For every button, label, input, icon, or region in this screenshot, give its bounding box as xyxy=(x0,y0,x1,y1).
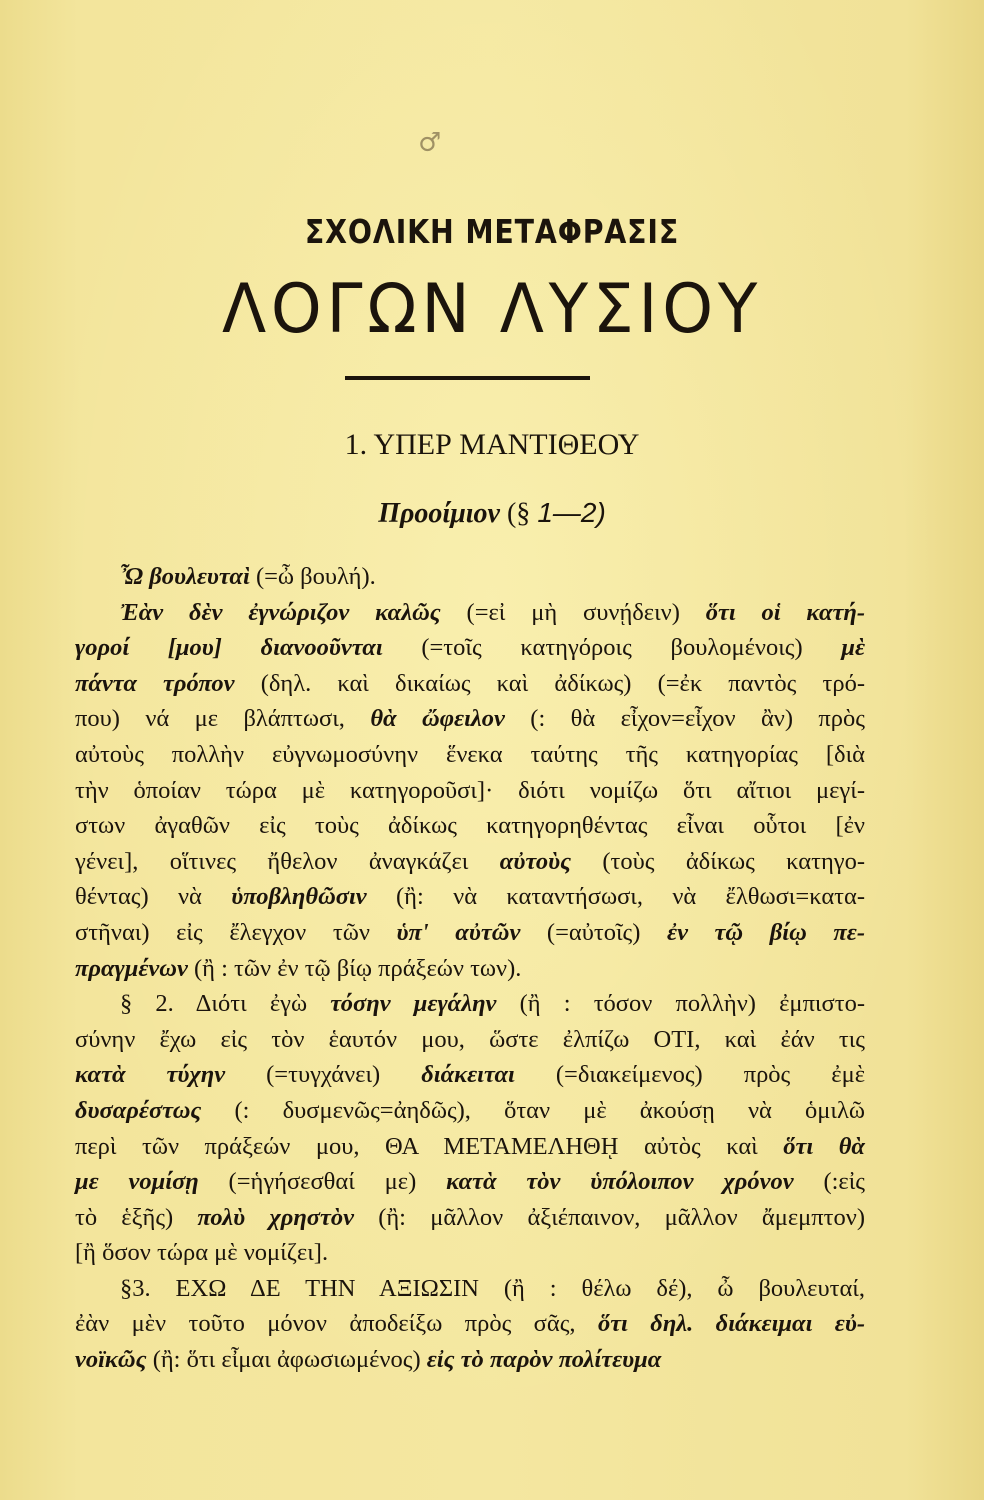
text-segment: θέντας) νὰ xyxy=(75,883,232,911)
emphasis-phrase: κατὰ τύχην xyxy=(75,1061,226,1089)
text-segment: (=αὐτοῖς) xyxy=(520,918,668,946)
text-segment: ἐὰν μὲν τοῦτο μόνον ἀποδείξω πρὸς σᾶς, xyxy=(75,1310,598,1338)
text-line xyxy=(75,1342,865,1378)
emphasis-phrase: ὑποβληθῶσιν xyxy=(231,883,367,911)
text-segment: περὶ τῶν πράξεών μου, ΘΑ ΜΕΤΑΜΕΛΗΘῌ αὐτὸς καὶ xyxy=(75,1132,784,1160)
text-segment: (=ἡγήσεσθαί με) xyxy=(198,1168,447,1196)
text-segment: (:εἰς xyxy=(793,1168,865,1196)
emphasis-phrase: αὐτοὺς xyxy=(499,847,572,875)
text-segment: § 2. Διότι ἐγὼ xyxy=(120,990,331,1018)
text-line xyxy=(75,773,865,809)
text-line xyxy=(75,915,865,951)
emphasis-phrase: εἰς τὸ παρὸν πολίτευμα xyxy=(426,1346,662,1374)
text-segment: στῆναι) εἰς ἔλεγχον τῶν xyxy=(75,918,397,946)
text-line xyxy=(75,630,865,666)
text-segment: (δηλ. καὶ δικαίως καὶ ἀδίκως) (=ἐκ παντὸς τρό- xyxy=(234,669,865,697)
text-segment: που) νά με βλάπτωσι, xyxy=(75,705,371,733)
text-line xyxy=(75,737,865,773)
text-line xyxy=(75,1022,865,1058)
text-segment: (ἢ: ὅτι εἶμαι ἀφωσιωμένος) xyxy=(146,1346,427,1374)
emphasis-phrase: νοϊκῶς xyxy=(75,1346,147,1374)
emphasis-phrase: κατὰ τὸν ὑπόλοιπον χρόνον xyxy=(446,1168,794,1196)
text-line xyxy=(75,879,865,915)
speech-heading: 1. ΥΠΕΡ ΜΑΝΤΙΘΕΟΥ xyxy=(344,428,640,461)
text-line xyxy=(75,808,865,844)
text-line xyxy=(75,1129,865,1165)
text-segment: (ἢ: νὰ καταντήσωσι, νὰ ἔλθωσι=κατα- xyxy=(366,883,866,911)
text-segment: (: θὰ εἶχον=εἶχον ἂν) πρὸς xyxy=(504,705,865,733)
emphasis-phrase: θὰ ὤφειλον xyxy=(370,705,505,733)
text-segment: §3. ΕΧΩ ΔΕ ΤΗΝ ΑΞΙΩΣΙΝ (ἢ : θέλω δέ), ὦ βουλευταί, xyxy=(120,1274,865,1302)
emphasis-phrase: μὲ xyxy=(841,634,865,662)
text-line xyxy=(75,1271,865,1307)
text-line xyxy=(75,1200,865,1236)
emphasis-phrase: ὅτι δηλ. διάκειμαι εὐ- xyxy=(597,1310,865,1338)
emphasis-phrase: πολὺ χρηστὸν xyxy=(197,1203,354,1231)
text-segment: [ἢ ὅσον τώρα μὲ νομίζει]. xyxy=(75,1239,329,1267)
text-segment: (ἢ : τῶν ἐν τῷ βίῳ πράξεών των). xyxy=(187,954,522,982)
section-heading xyxy=(0,497,984,530)
text-segment: τὴν ὁποίαν τώρα μὲ κατηγοροῦσι]· διότι νομίζω ὅτι αἴτιοι μεγί- xyxy=(75,776,865,804)
text-segment: (τοὺς ἀδίκως κατηγο- xyxy=(571,847,865,875)
text-segment: (ἢ : τόσον πολλὴν) ἐμπιστο- xyxy=(496,990,865,1018)
text-segment: σύνην ἔχω εἰς τὸν ἑαυτόν μου, ὥστε ἐλπίζω ΟΤΙ, καὶ ἐάν τις xyxy=(75,1025,865,1053)
text-segment: (ἢ: μᾶλλον ἀξιέπαινον, μᾶλλον ἄμεμπτον) xyxy=(354,1203,865,1231)
text-segment: (=τυγχάνει) xyxy=(225,1061,422,1089)
emphasis-phrase: τόσην μεγάλην xyxy=(330,990,497,1018)
text-line xyxy=(75,559,865,595)
emphasis-phrase: Ὦ βουλευταὶ xyxy=(120,563,250,590)
text-segment: στων ἀγαθῶν εἰς τοὺς ἀδίκως κατηγορηθέντας εἶναι οὗτοι [ἐν xyxy=(75,812,865,840)
emphasis-phrase: δυσαρέστως xyxy=(75,1096,202,1124)
text-line xyxy=(75,1057,865,1093)
text-segment: (=ὦ βουλή). xyxy=(249,563,376,590)
title-divider xyxy=(345,376,590,380)
emphasis-phrase: ὑπ' αὐτῶν xyxy=(396,918,521,946)
text-line xyxy=(75,1235,865,1271)
text-segment: (=εἰ μὴ συνῄδειν) xyxy=(440,598,706,626)
text-segment: (=τοῖς κατηγόροις βουλομένοις) xyxy=(382,634,842,662)
emphasis-phrase: ἐν τῷ βίῳ πε- xyxy=(667,918,866,946)
section-ref: 1—2) xyxy=(537,497,606,528)
section-name: Προοίμιον xyxy=(378,498,500,529)
emphasis-phrase: γοροί [μου] διανοοῦνται xyxy=(75,634,383,662)
text-segment: τὸ ἑξῆς) xyxy=(75,1203,198,1231)
emphasis-phrase: Ἐὰν δὲν ἐγνώριζον καλῶς xyxy=(120,598,441,626)
section-ref-open: (§ xyxy=(506,498,538,529)
text-line xyxy=(75,1306,865,1342)
text-line xyxy=(75,986,865,1022)
pencil-mark-icon: ♂ xyxy=(418,128,442,158)
text-line xyxy=(75,595,865,631)
emphasis-phrase: πάντα τρόπον xyxy=(75,669,235,697)
emphasis-phrase: ὅτι θὰ xyxy=(783,1132,865,1160)
series-heading: ΣΧΟΛΙΚΗ ΜΕΤΑΦΡΑΣΙΣ xyxy=(304,212,680,251)
text-segment: (=διακείμενος) πρὸς ἐμὲ xyxy=(514,1061,865,1089)
text-line xyxy=(75,951,865,987)
body-text xyxy=(75,559,865,1378)
text-line xyxy=(75,1164,865,1200)
emphasis-phrase: πραγμένων xyxy=(75,954,188,982)
emphasis-phrase: με νομίσῃ xyxy=(75,1168,199,1196)
emphasis-phrase: διάκειται xyxy=(421,1061,515,1089)
text-line xyxy=(75,666,865,702)
text-segment: γένει], οἵτινες ἤθελον ἀναγκάζει xyxy=(75,847,500,875)
book-title: ΛΟΓΩΝ ΛΥΣΙΟΥ xyxy=(221,270,763,349)
text-segment: αὐτοὺς πολλὴν εὐγνωμοσύνην ἕνεκα ταύτης τῆς κατηγορίας [διὰ xyxy=(75,740,865,768)
text-line xyxy=(75,701,865,737)
text-segment: (: δυσμενῶς=ἀηδῶς), ὅταν μὲ ἀκούσῃ νὰ ὁμιλῶ xyxy=(201,1096,865,1124)
text-line xyxy=(75,1093,865,1129)
emphasis-phrase: ὅτι οἱ κατή- xyxy=(705,598,865,626)
text-line xyxy=(75,844,865,880)
